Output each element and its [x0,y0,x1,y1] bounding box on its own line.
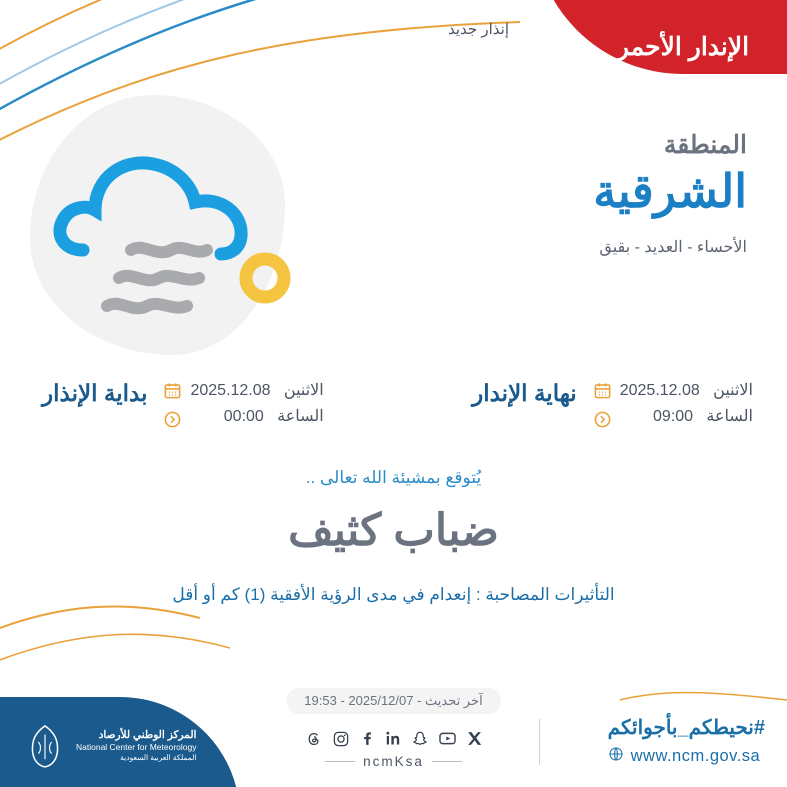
alert-start-time: 00:00 [223,408,264,426]
fog-cloud-sun-icon [45,130,295,330]
globe-icon [608,746,624,767]
forecast-impacts: التأثيرات المصاحبة : إنعدام في مدى الرؤية الأفقية (1) كم أو أقل [172,585,615,604]
clock-icon [163,410,182,429]
linkedin-icon[interactable] [385,730,402,747]
snapchat-icon[interactable] [411,730,429,748]
social-links [305,729,483,769]
social-handle [325,754,462,769]
ncm-logo [24,723,196,769]
alert-end-date: 2025.12.08 [619,382,700,399]
calendar-icon [593,381,612,400]
footer-right [608,715,765,767]
logo-line-ar: المركز الوطني للأرصاد [98,728,197,741]
alert-start-day: الاثنين [283,382,324,399]
new-alert-label: إنذار جديد [448,21,509,38]
alert-start-title: بداية الإنذار [42,380,148,406]
forecast-subtitle: يُتوقع بمشيئة الله تعالى .. [305,468,482,487]
youtube-icon[interactable] [438,729,457,748]
instagram-icon[interactable] [332,730,350,748]
website-url[interactable]: www.ncm.gov.sa [630,747,761,765]
alert-start-values [190,378,323,431]
alert-start-date: 2025.12.08 [190,382,271,399]
alert-end-title: نهاية الإندار [472,380,577,406]
alert-times [0,378,787,431]
x-twitter-icon[interactable] [466,730,483,747]
forecast-phenomenon: ضباب كثيف [288,506,499,555]
divider [432,761,462,762]
campaign-hashtag: #نحيطكم_بأجوائكم [607,717,765,739]
footer [0,695,787,787]
clock-icon [593,410,612,429]
alert-start-time-label: الساعة [277,408,324,426]
alert-level-label: الإندار الأحمر [616,33,750,61]
divider [325,761,355,762]
region-label: المنطقة [663,131,747,159]
alert-start-block [34,378,324,431]
facebook-icon[interactable] [359,730,376,747]
footer-divider [539,719,540,765]
region-block [593,130,747,257]
ncm-emblem-icon [24,723,66,769]
region-name: الشرقية [593,165,747,218]
logo-line-en: National Center for Meteorology [76,742,197,753]
alert-end-block [464,378,753,431]
alert-end-time: 09:00 [653,408,694,426]
logo-line-ar2: المملكة العربية السعودية [120,753,197,763]
region-cities: الأحساء - العديد - بقيق [599,238,747,256]
alert-end-time-label: الساعة [706,408,753,426]
handle-text: ncmKsa [363,754,424,769]
calendar-icon [163,381,182,400]
alert-end-day: الاثنين [713,382,753,399]
threads-icon[interactable] [305,730,323,748]
last-update-badge: آخر تحديث - 2025/12/07 - 19:53 [286,688,500,714]
alert-end-values [620,378,753,431]
